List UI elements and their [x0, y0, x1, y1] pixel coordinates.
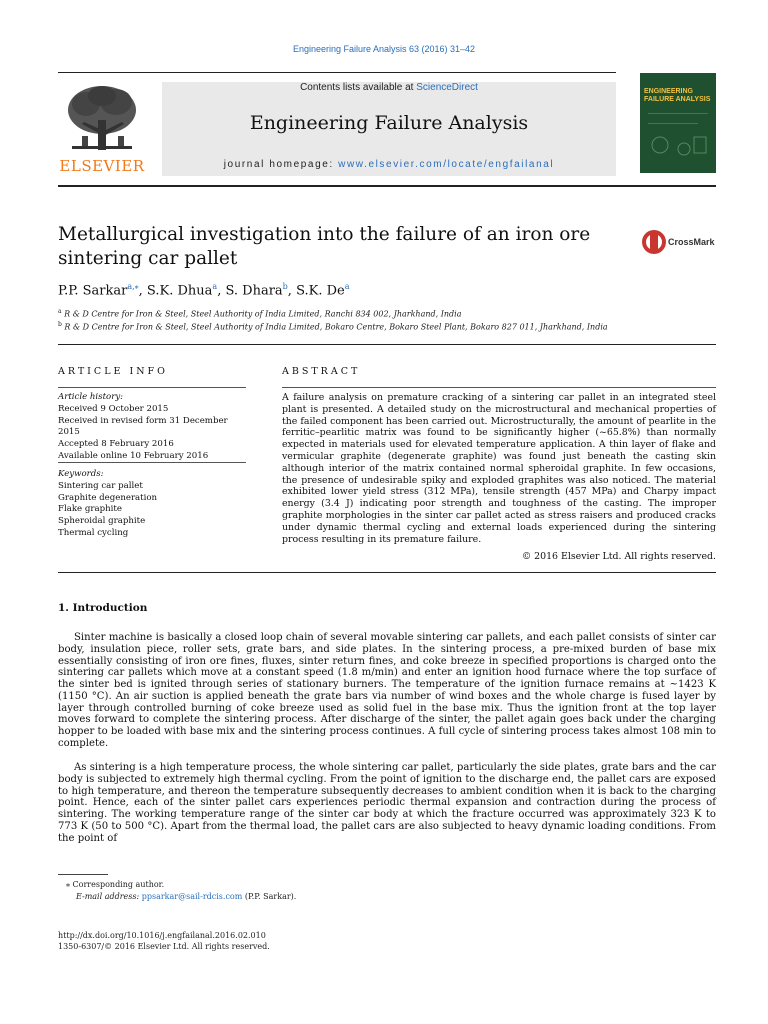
article-info-heading: ARTICLE INFO — [58, 366, 168, 377]
journal-reference-link[interactable]: Engineering Failure Analysis 63 (2016) 31–42 — [292, 44, 476, 54]
keywords — [58, 469, 248, 540]
abstract-heading: ABSTRACT — [282, 366, 361, 377]
keywords-rule — [58, 462, 246, 463]
history-item: Available online 10 February 2016 — [58, 450, 209, 461]
author-affiliation-mark[interactable]: a — [212, 282, 218, 291]
header-rule — [58, 72, 616, 73]
affiliation-text: R & D Centre for Iron & Steel, Steel Authority of India Limited, Ranchi 834 002, Jharkhand, India — [64, 309, 462, 319]
keyword-item: Spheroidal graphite — [58, 516, 146, 527]
homepage-prefix: journal homepage: — [223, 159, 339, 170]
email-label: E-mail address: — [76, 892, 142, 901]
homepage-line — [162, 159, 616, 170]
corresponding-mark: ⁎ — [66, 880, 70, 889]
article-history — [58, 392, 248, 463]
sciencedirect-link[interactable]: ScienceDirect — [416, 82, 478, 93]
keyword-item: Flake graphite — [58, 504, 122, 515]
section-heading-introduction: 1. Introduction — [58, 602, 148, 614]
journal-title: Engineering Failure Analysis — [249, 112, 529, 134]
abstract-text: A failure analysis on premature cracking of a sintering car pallet in an integrated steel plant is presented. A detailed study on the microstructural and mechanical properties of the failed component has been carried out. Microstructurally, the amount of pearlite in the ferritic–pearlitic matrix was found to be significantly higher (~65.8%) than normally expected in materials used for elevated temperature application. A thin layer of flake and vermicular graphite (degenerate graphite) was found just beneath the casting skin although interior of the matrix contained normal spheroidal graphite. In few occasions, the presence of undesirable spiky and exploded graphites was also noticed. The material exhibited lower yield stress (312 MPa), tensile strength (457 MPa) and Charpy impact energy (3.4 J) indicating poor strength and toughness of the casting. The improper graphite morphologies in the sinter car pallet acted as stress raisers and produced cracks under dynamic thermal cycling and external loads experienced during the sintering process resulting in its premature failure. — [282, 392, 716, 545]
history-label: Article history: — [58, 392, 124, 402]
publisher-name: ELSEVIER — [59, 157, 145, 175]
keyword-item: Sintering car pallet — [58, 480, 143, 491]
email-link[interactable]: ppsarkar@sail-rdcis.com — [141, 892, 243, 901]
body-paragraph: Sinter machine is basically a closed loop chain of several movable sintering car pallets, and each pallet consists of sinter car body, insulation piece, roller sets, grate bars, and side plates. In the sintering process, a pre-mixed burden of base mix essentially consisting of iron ore fines, fluxes, sinter return fines, and coke breeze in specified proportions is charged onto the sintering car pallets which move at a constant speed (1.8 m/min) and enter an ignition hood furnace where the top surface of the sinter bed is ignited through series of stationary burners. The temperature of the ignition furnace remains at ~1423 K (1150 °C). An air suction is applied beneath the grate bars via number of wind boxes and the whole charge is fused layer by layer through controlled burning of coke breeze used as solid fuel in the base mix. Thus the ignition front at the top layer moves forward to complete the sintering process. After discharge of the sinter, the pallet again goes back under the charging hopper to be loaded with base mix and the sintering process continues. A full cycle of sintering process takes almost 108 min to complete. — [58, 632, 716, 749]
affiliation — [58, 321, 608, 332]
abstract-rule — [282, 387, 716, 388]
history-item: Received in revised form 31 December 2015 — [58, 415, 228, 438]
body-paragraph: As sintering is a high temperature process, the whole sintering car pallet, particularly the side plates, grate bars and the car body is subjected to extremely high thermal cycling. From the point of ignition to the discharge end, the pallet cars are exposed to high temperature, and thereon the temperature subsequently decreases to ambient condition when it is back to the charging point. Hence, each of the sinter pallet cars experiences periodic thermal expansion and contraction during the process of sintering. The working temperature range of the sinter car body at which the fracture occurred was approximately 323 K to 773 K (50 to 500 °C). Apart from the thermal load, the pallet cars are also subjected to heavy dynamic loading conditions. From the point of — [58, 762, 716, 844]
corresponding-text: Corresponding author. — [72, 880, 165, 889]
body-rule — [58, 572, 716, 573]
email-suffix: (P.P. Sarkar). — [242, 892, 297, 901]
author-name[interactable]: S. Dhara — [225, 283, 283, 299]
keyword-item: Thermal cycling — [58, 527, 129, 538]
header-bottom-rule — [58, 185, 716, 187]
author-affiliation-mark[interactable]: b — [282, 282, 288, 291]
article-title: Metallurgical investigation into the failure of an iron ore sintering car pallet — [58, 224, 591, 269]
author-name[interactable]: S.K. Dhua — [146, 283, 213, 299]
abstract-copyright: © 2016 Elsevier Ltd. All rights reserved. — [521, 551, 716, 562]
history-item: Accepted 8 February 2016 — [58, 439, 174, 450]
author-name[interactable]: S.K. De — [296, 283, 345, 299]
affiliation-mark: a — [58, 308, 62, 315]
article-info-rule — [58, 387, 246, 388]
doi-link[interactable]: http://dx.doi.org/10.1016/j.engfailanal.2016.02.010 — [58, 931, 266, 940]
homepage-link[interactable]: www.elsevier.com/locate/engfailanal — [338, 159, 555, 170]
cover-title: ENGINEERING FAILURE ANALYSIS — [644, 88, 711, 103]
author-affiliation-mark[interactable]: a,⁎ — [127, 282, 139, 291]
keyword-item: Graphite degeneration — [58, 492, 158, 503]
affiliation-text: R & D Centre for Iron & Steel, Steel Authority of India Limited, Bokaro Centre, Bokaro Steel Plant, Bokaro 827 011, Jharkhand, India — [64, 322, 608, 332]
contents-prefix: Contents lists available at — [300, 82, 417, 93]
crossmark-label[interactable]: CrossMark — [668, 237, 715, 247]
keywords-label: Keywords: — [58, 469, 104, 479]
author-name[interactable]: P.P. Sarkar — [58, 283, 128, 299]
affiliation-rule — [58, 344, 716, 345]
corresponding-author-note — [58, 880, 164, 889]
issn-copyright: 1350-6307/© 2016 Elsevier Ltd. All rights reserved. — [58, 942, 270, 951]
affiliation-mark: b — [58, 321, 62, 328]
affiliation — [58, 308, 461, 319]
email-note — [58, 892, 296, 901]
history-item: Received 9 October 2015 — [58, 403, 169, 414]
author-list: P.P. Sarkar$^{a,⁎}$, S.K. Dhua$^a$, S. Dhara$^b$, S.K. De$^a$ — [58, 282, 350, 299]
footnote-rule — [58, 874, 108, 875]
contents-line — [162, 82, 616, 93]
author-affiliation-mark[interactable]: a — [344, 282, 350, 291]
